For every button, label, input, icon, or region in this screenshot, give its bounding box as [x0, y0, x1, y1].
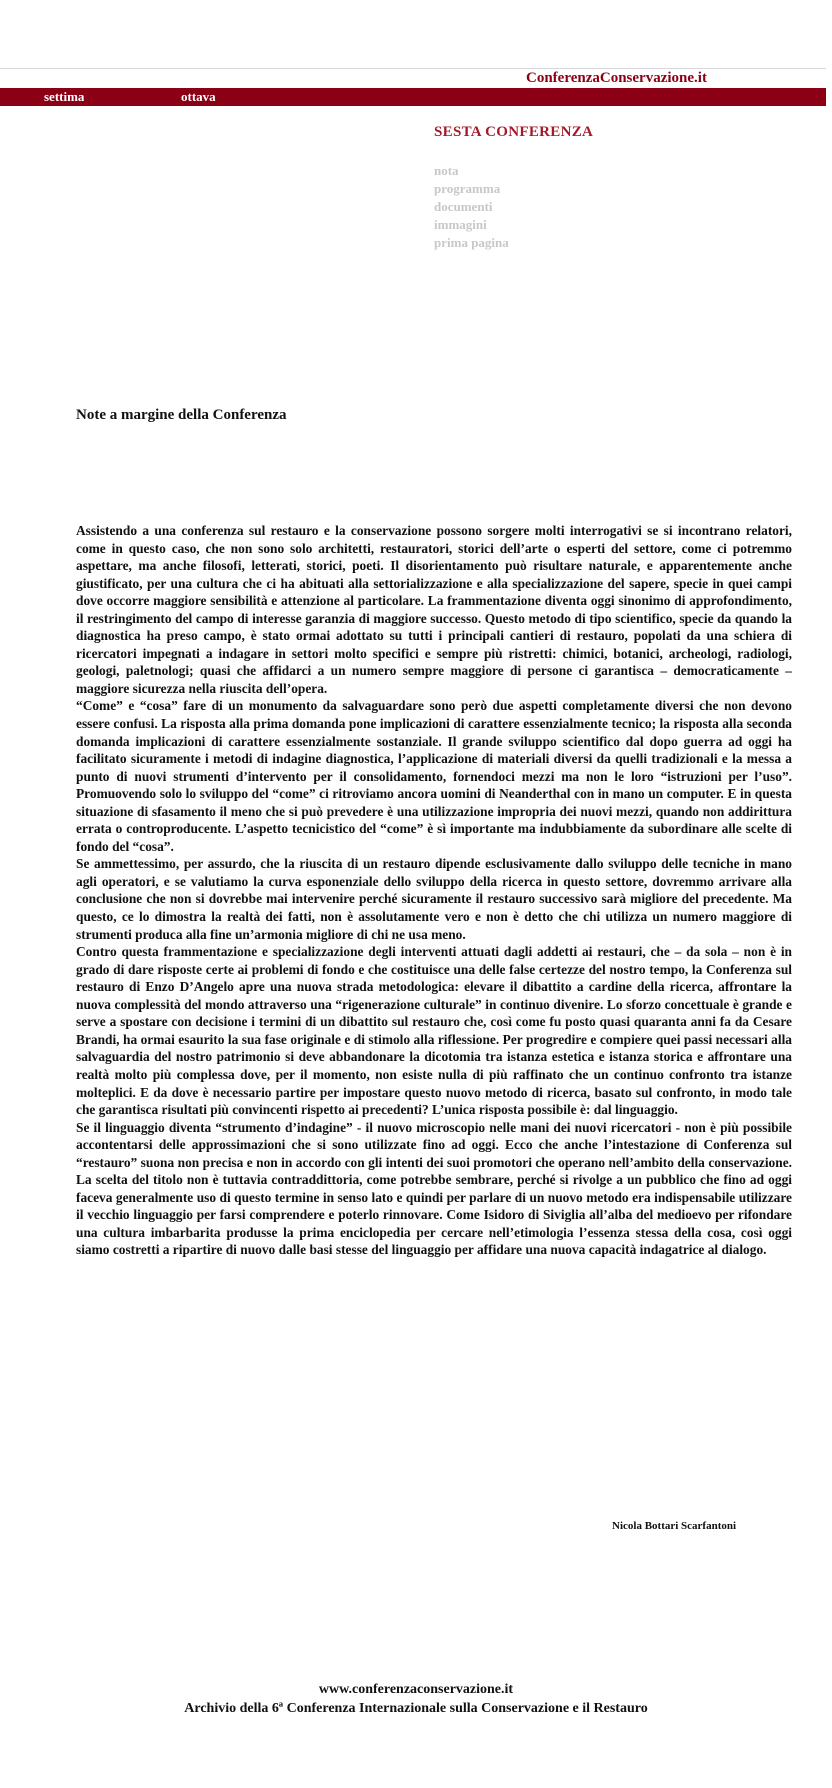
site-title[interactable]: ConferenzaConservazione.it: [526, 70, 707, 86]
menu-item-programma[interactable]: programma: [434, 181, 501, 196]
nav-link-ottava[interactable]: ottava: [181, 89, 216, 104]
menu-item-prima-pagina[interactable]: prima pagina: [434, 235, 509, 250]
page-footer: [0, 1680, 832, 1718]
article-author: Nicola Bottari Scarfantoni: [612, 1520, 737, 1532]
nav-link-settima[interactable]: settima: [44, 89, 85, 104]
article-heading: Note a margine della Conferenza: [76, 407, 287, 423]
article-paragraph: Assistendo a una conferenza sul restauro e la conservazione possono sorgere molti interrogativi se si incontrano relatori, come in questo caso, che non sono solo architetti, restauratori, storici dell’arte o esperti del settore, come ci potremmo aspettare, ma anche filosofi, letterati, storici, poeti. Il disorientamento può risultare naturale, e apparentemente anche giustificato, per una cultura che ci ha abituati alla settorializzazione e alla specializzazione del sapere, specie in quei campi dove occorre maggiore sensibilità e attenzione al particolare. La frammentazione diventa oggi sinonimo di approfondimento, il restringimento del campo di interesse garanzia di maggiore successo. Questo metodo di tipo scientifico, specie da quando la diagnostica ha preso campo, è stato ormai adottato su tutti i principali cantieri di restauro, popolati da una schiera di ricercatori impegnati a indagare in settori molto specifici e sempre più ristretti: chimici, botanici, archeologi, radiologi, geologi, paletnologi; quasi che affidarci a un numero sempre maggiore di persone ci garantisca – democraticamente – maggiore sicurezza nella riuscita dell’opera.: [76, 523, 792, 696]
conference-title: SESTA CONFERENZA: [434, 124, 594, 140]
conference-menu: [434, 162, 509, 252]
footer-site-link[interactable]: www.conferenzaconservazione.it: [318, 1682, 514, 1697]
article-paragraph: Se ammettessimo, per assurdo, che la riuscita di un restauro dipende esclusivamente dallo sviluppo delle tecniche in mano agli operatori, e se valutiamo la curva esponenziale dello sviluppo della ricerca in questo settore, dovremmo arrivare alla conclusione che non si dovrebbe mai intervenire perché sicuramente il restauro successivo sarà migliore del precedente. Ma questo, ce lo dimostra la realtà dei fatti, non è assolutamente vero e non è detto che chi utilizza un numero maggiore di strumenti produca alla fine un’armonia migliore di chi ne usa meno.: [76, 856, 792, 942]
article-paragraph: Se il linguaggio diventa “strumento d’indagine” - il nuovo microscopio nelle mani dei nuovi ricercatori - non è più possibile accontentarsi delle approssimazioni che si sono utilizzate fino ad oggi. Ecco che anche l’intestazione di Conferenza sul “restauro” suona non precisa e non in accordo con gli intenti dei suoi promotori che operano nell’ambito della conservazione. La scelta del titolo non è tuttavia contraddittoria, come potrebbe sembrare, perché si rivolge a un pubblico che fino ad oggi faceva generalmente uso di questo termine in senso lato e quindi per parlare di un nuovo metodo era indispensabile utilizzare il vecchio linguaggio per farsi comprendere e poterlo rinnovare. Come Isidoro di Siviglia all’alba del medioevo per rifondare una cultura imbarbarita produsse la prima enciclopedia per cercare nell’etimologia l’essenza stessa della cosa, così oggi siamo costretti a ripartire di nuovo dalle basi stesse del linguaggio per affidare una nuova capacità indagatrice al dialogo.: [76, 1119, 792, 1258]
article-paragraph: “Come” e “cosa” fare di un monumento da salvaguardare sono però due aspetti completamente diversi che non devono essere confusi. La risposta alla prima domanda pone implicazioni di carattere essenzialmente tecnico; la risposta alla seconda domanda implicazioni di carattere essenzialmente sostanziale. Il grande sviluppo scientifico dal dopo guerra ad oggi ha facilitato sicuramente i metodi di indagine diagnostica, l’applicazione di materiali diversi da quelli tradizionali e la messa a punto di nuovi strumenti d’intervento per il consolidamento, fornendoci mezzi ma non le loro “istruzioni per l’uso”. Promuovendo solo lo sviluppo del “come” ci ritroviamo ancora uomini di Neanderthal con in mano un computer. E in questa situazione di sfasamento il meno che si può prevedere è una utilizzazione impropria dei nuovi mezzi, quando non addirittura errata o controproducente. L’aspetto tecnicistico del “come” è sì importante ma indubbiamente da subordinare alle scelte di fondo del “cosa”.: [76, 698, 792, 854]
footer-archive-text: Archivio della 6ª Conferenza Internazionale sulla Conservazione e il Restauro: [184, 1701, 648, 1716]
top-nav-bar: [0, 88, 826, 106]
top-divider: [0, 68, 826, 69]
menu-item-immagini[interactable]: immagini: [434, 217, 487, 232]
menu-item-documenti[interactable]: documenti: [434, 199, 493, 214]
article-paragraph: Contro questa frammentazione e specializzazione degli interventi attuati dagli addetti ai restauri, che – da sola – non è in grado di dare risposte certe ai problemi di fondo e che costituisce una delle false certezze del nostro tempo, la Conferenza sul restauro di Enzo D’Angelo apre una nuova strada metodologica: elevare il dibattito a cardine della ricerca, affrontare la nuova complessità del mondo attraverso una “rigenerazione culturale” in continuo divenire. Lo sforzo concettuale è grande e serve a spostare con decisione i termini di un dibattito sul restauro che, così come fu posto quasi quaranta anni fa da Cesare Brandi, ha ormai esaurito la sua fase originale e di stimolo alla riflessione. Per progredire e compiere quei passi necessari alla salvaguardia del nostro patrimonio si deve abbandonare la dicotomia tra istanza estetica e istanza storica e affrontare una realtà molto più complessa dove, per il momento, non esiste nulla di più raffinato che un continuo confronto tra istanze molteplici. E da dove è necessario partire per impostare questo nuovo metodo di ricerca, basato sul confronto, in modo tale che garantisca risultati più convincenti rispetto ai precedenti? L’unica risposta possibile è: dal linguaggio.: [76, 944, 792, 1118]
article-body: [76, 522, 792, 1259]
menu-item-nota[interactable]: nota: [434, 163, 459, 178]
